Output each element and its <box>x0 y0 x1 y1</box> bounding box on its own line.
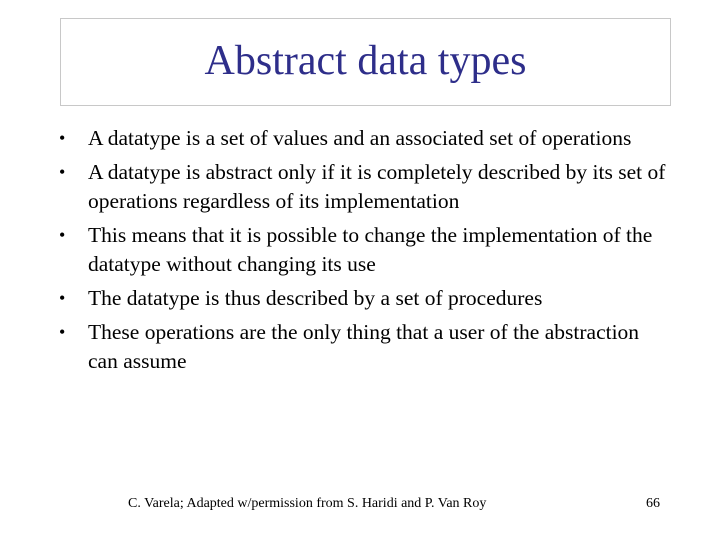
page-number: 66 <box>646 496 660 511</box>
bullet-dot-icon: • <box>59 322 66 342</box>
footer-credit: C. Varela; Adapted w/permission from S. Haridi and P. Van Roy <box>128 496 487 511</box>
bullet-item <box>58 221 668 279</box>
bullet-text: This means that it is possible to change the implementation of the datatype without changing its use <box>88 223 653 276</box>
bullet-dot-icon: • <box>59 162 66 182</box>
bullet-item <box>58 158 668 216</box>
slide-title: Abstract data types <box>204 38 527 84</box>
title-box <box>60 18 671 106</box>
bullet-item <box>58 318 668 376</box>
bullet-text: These operations are the only thing that a user of the abstraction can assume <box>88 320 640 373</box>
bullet-dot-icon: • <box>59 225 66 245</box>
bullet-list <box>58 124 668 381</box>
bullet-item <box>58 284 668 313</box>
bullet-text: The datatype is thus described by a set of procedures <box>88 286 543 310</box>
bullet-dot-icon: • <box>59 288 66 308</box>
bullet-item <box>58 124 668 153</box>
bullet-text: A datatype is abstract only if it is completely described by its set of operations regardless of its implementation <box>88 160 666 213</box>
bullet-dot-icon: • <box>59 128 66 148</box>
bullet-text: A datatype is a set of values and an associated set of operations <box>88 126 632 150</box>
